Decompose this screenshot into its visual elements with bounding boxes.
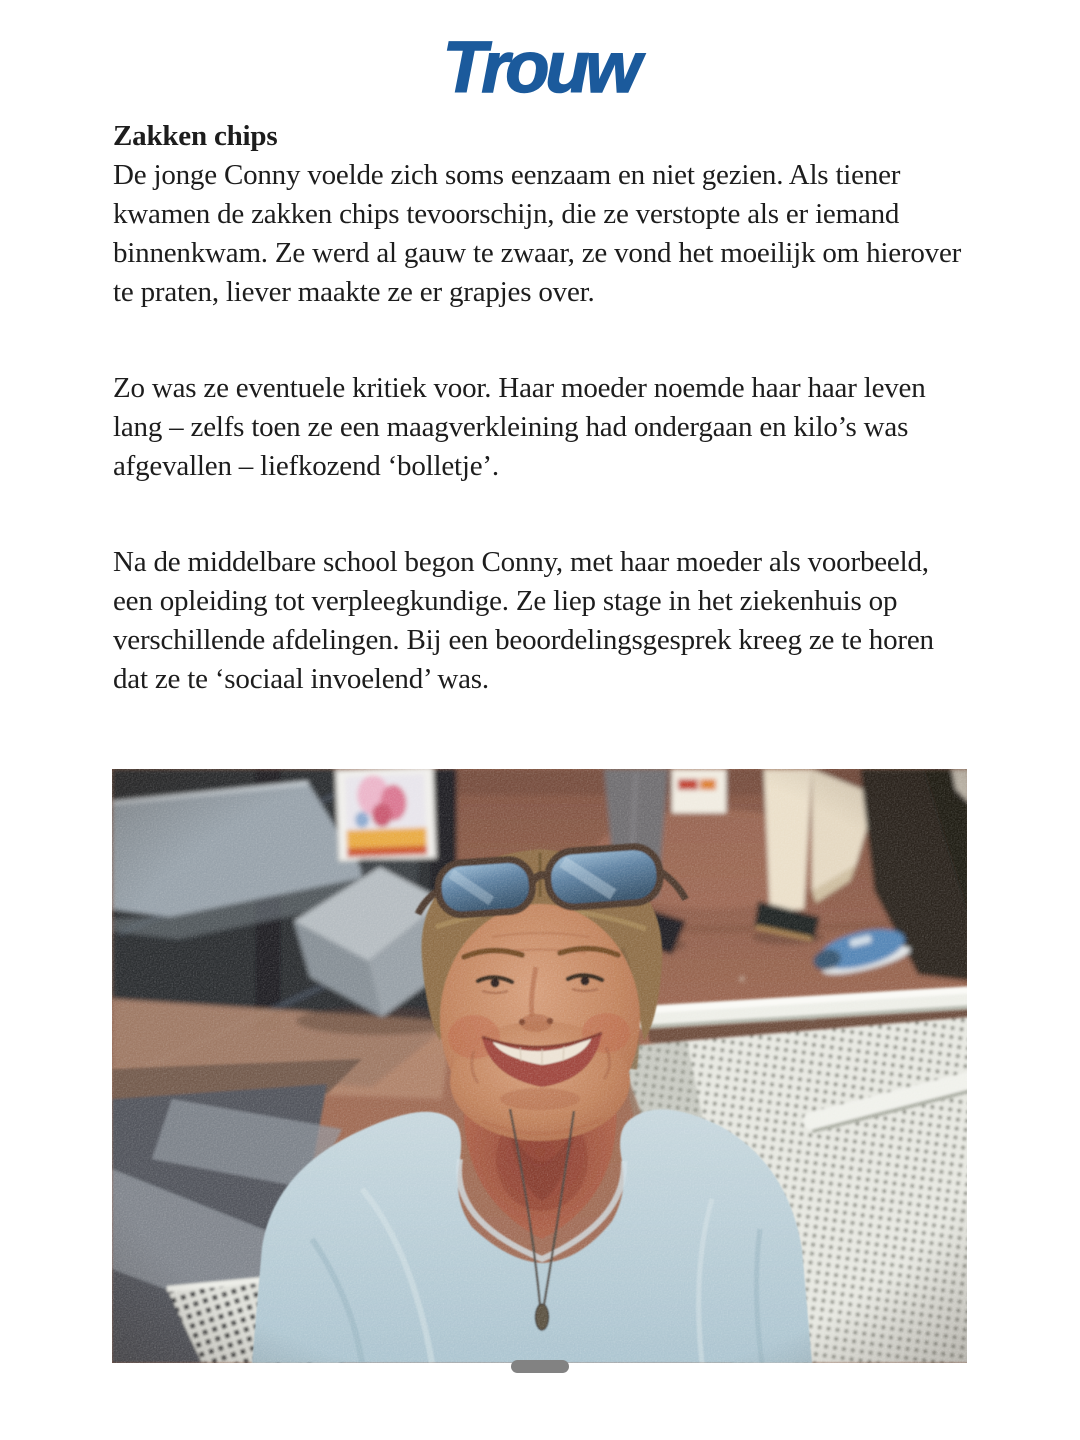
grain-overlay [112, 769, 967, 1363]
article-photo[interactable] [112, 769, 967, 1363]
masthead [0, 0, 1080, 118]
paragraph-3: Na de middelbare school begon Conny, met haar moeder als voorbeeld, een opleiding tot verpleegkundige. Ze liep stage in het ziekenhuis op verschillende afdelingen. Bij een beoordelingsgesprek kreeg ze te horen dat ze te ‘sociaal invoelend’ was. [113, 546, 934, 695]
trouw-logo[interactable]: Trouw [442, 28, 638, 108]
section-heading: Zakken chips [113, 120, 278, 152]
paragraph-2: Zo was ze eventuele kritiek voor. Haar moeder noemde haar haar leven lang – zelfs toen ze een maagverkleining had ondergaan en kilo’s was afgevallen – liefkozend ‘bolletje’. [113, 372, 926, 482]
photo-illustration [112, 769, 967, 1363]
scroll-drag-handle[interactable] [511, 1360, 569, 1373]
paragraph-1: De jonge Conny voelde zich soms eenzaam en niet gezien. Als tiener kwamen de zakken chips tevoorschijn, die ze verstopte als er iemand binnenkwam. Ze werd al gauw te zwaar, ze vond het moeilijk om hierover te praten, liever maakte ze er grapjes over. [113, 159, 962, 308]
article-body [113, 116, 969, 699]
